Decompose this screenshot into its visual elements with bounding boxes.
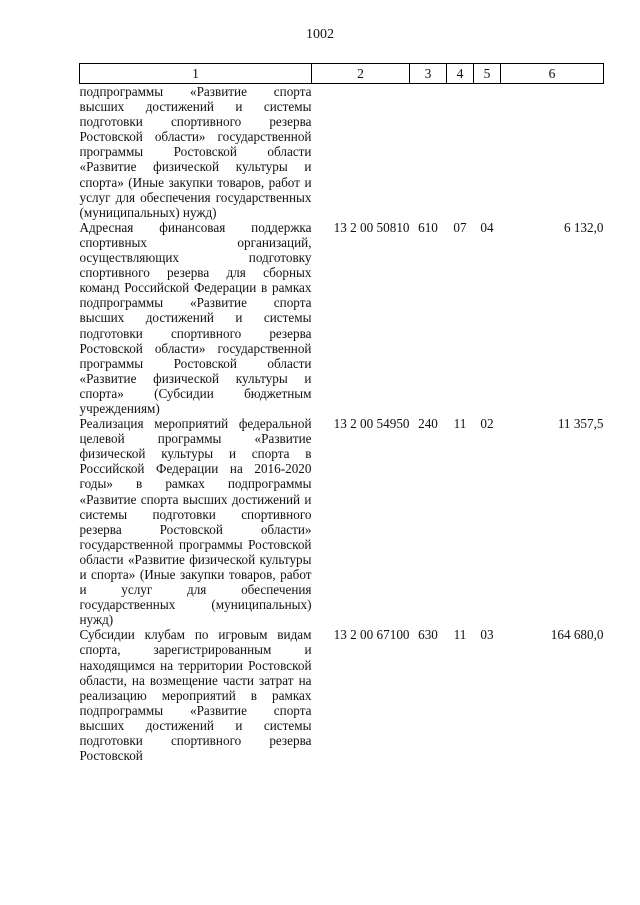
- row-target-code: 13 2 00 67100: [333, 627, 410, 643]
- row-expense-type: 630: [418, 627, 438, 643]
- row-expense-type: 610: [418, 219, 438, 235]
- header-col-4: 4: [447, 64, 474, 84]
- header-col-1: 1: [80, 64, 312, 84]
- row-description: подпрограммы «Развитие спорта высших достижений и системы подготовки спортивного резерва Ростовской области» государственной программы Ростовской области «Развитие физической культуры и спорта» (Иные закупки товаров, работ и услуг для обеспечения государственных (муниципальных) нужд): [79, 84, 312, 220]
- row-target-code: 13 2 00 54950: [333, 416, 410, 432]
- row-section: 07: [453, 219, 467, 235]
- row-description: Субсидии клубам по игровым видам спорта, зарегистрированным и находящимся на территории Ростовской области, на возмещение части затрат на реализацию мероприятий в рамках подпрограммы «Развитие спорта высших достижений и системы подготовки спортивного резерва Ростовской: [79, 627, 312, 764]
- row-subsection: 03: [480, 627, 494, 643]
- row-amount: 6 132,0: [563, 219, 604, 235]
- row-amount: [501, 84, 604, 220]
- row-amount: 11 357,5: [557, 416, 604, 432]
- row-target-code: 13 2 00 50810: [333, 219, 410, 235]
- row-amount: 164 680,0: [550, 627, 604, 643]
- row-description: Реализация мероприятий федеральной целевой программы «Развитие физической культуры и спорта в Российской Федерации на 2016-2020 годы» в рамках подпрограммы «Развитие спорта высших достижений и системы подготовки спортивного резерва Ростовской области» государственной программы Ростовской области «Развитие физической культуры и спорта» (Иные закупки товаров, работ и услуг для обеспечения государственных (муниципальных) нужд): [79, 416, 312, 628]
- header-col-6: 6: [501, 64, 604, 84]
- header-col-3: 3: [410, 64, 447, 84]
- page-number: 1002: [306, 27, 334, 42]
- row-section: 11: [453, 416, 467, 432]
- row-section: [447, 84, 474, 220]
- table-row: [80, 220, 604, 416]
- budget-table: [79, 63, 604, 763]
- table-row: [80, 84, 604, 220]
- table-header-row: [80, 64, 604, 84]
- row-section: 11: [453, 627, 467, 643]
- table-row: [80, 416, 604, 627]
- row-subsection: [474, 84, 501, 220]
- header-col-5: 5: [474, 64, 501, 84]
- row-subsection: 04: [480, 219, 494, 235]
- row-expense-type: [410, 84, 447, 220]
- header-col-2: 2: [312, 64, 410, 84]
- row-description: Адресная финансовая поддержка спортивных организаций, осуществляющих подготовку спортивного резерва для сборных команд Российской Федерации в рамках подпрограммы «Развитие спорта высших достижений и системы подготовки спортивного резерва Ростовской области» государственной программы Ростовской области «Развитие физической культуры и спорта» (Субсидии бюджетным учреждениям): [79, 219, 312, 416]
- row-target-code: [312, 84, 410, 220]
- row-subsection: 02: [480, 416, 494, 432]
- row-expense-type: 240: [418, 416, 438, 432]
- table-row: [80, 627, 604, 763]
